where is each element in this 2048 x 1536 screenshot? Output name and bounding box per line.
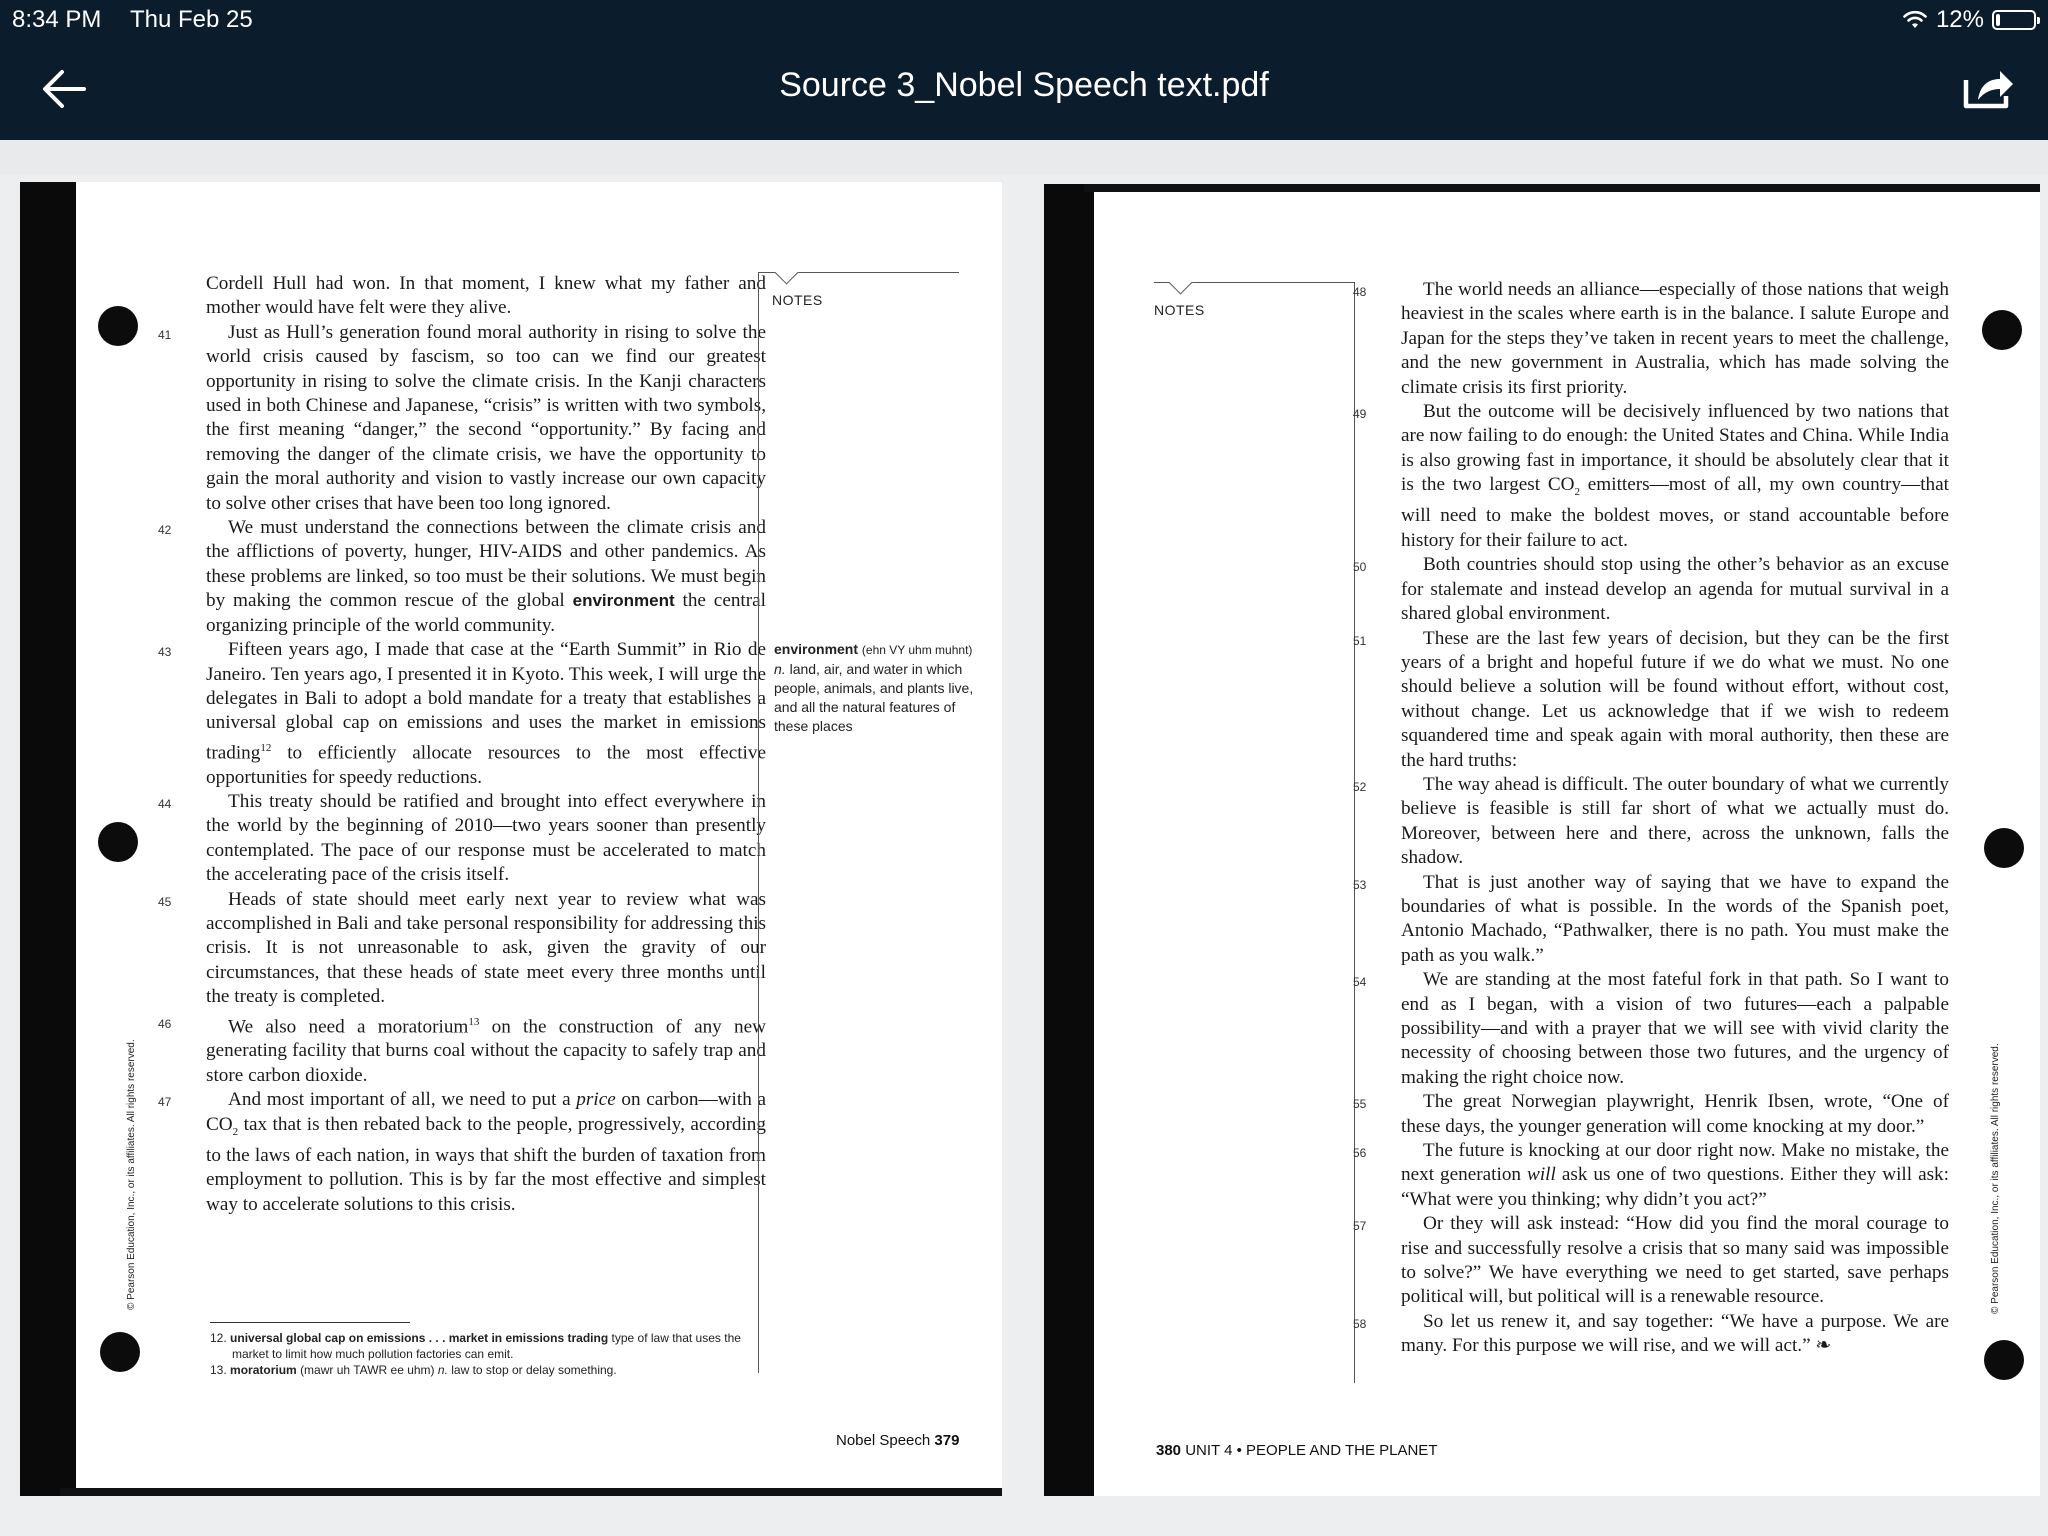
scan-edge <box>1084 184 2040 192</box>
paragraph: 46 We also need a moratorium$^{13}$ on the construction of any new generating facility that burns coal without the capacity to safely trap and store carbon dioxide. <box>206 1010 766 1089</box>
paragraph-number: 56 <box>1353 1146 1367 1161</box>
paragraph-number: 51 <box>1353 633 1367 648</box>
footnote-rule <box>210 1322 410 1323</box>
page-number: 379 <box>934 1432 960 1449</box>
paragraph: 54 We are standing at the most fateful fork in that path. So I want to end as I began, with a vision of two futures—each a palpable possibility—and with a prayer that we will see with vivid clarity the necessity of choosing between those two futures, and the urgency of making the right choice now. <box>1353 969 1949 1088</box>
footnotes <box>210 1330 770 1378</box>
paragraph: 53 That is just another way of saying that we have to expand the boundaries of what is possible. In the words of the Spanish poet, Antonio Machado, “Pathwalker, there is no path. You must make the path as you walk.” <box>1353 871 1949 966</box>
binder-hole <box>1982 310 2022 350</box>
paragraph: 50 Both countries should stop using the other’s behavior as an excuse for stalemate and instead develop an agenda for mutual survival in a shared global environment. <box>1353 554 1949 625</box>
status-date: Thu Feb 25 <box>130 6 253 33</box>
footnote: 13. moratorium (mawr uh TAWR ee uhm) n. law to stop or delay something. <box>210 1363 617 1377</box>
page-folio: Nobel Speech 379 <box>836 1432 960 1449</box>
notes-box <box>758 272 959 1373</box>
page-folio: 380 UNIT 4 • PEOPLE AND THE PLANET <box>1156 1442 1438 1459</box>
paragraph: 47 And most important of all, we need to put a price on carbon—with a $CO_2$ tax that is then rebated back to the people, progressively, according to the laws of each nation, in ways that shift the burden of taxation from employment to pollution. This is by far the most effective and simplest way to accelerate solutions to this crisis. <box>158 1089 766 1215</box>
paragraph-number: 42 <box>158 523 172 538</box>
binder-hole <box>98 822 138 862</box>
copyright-notice: © Pearson Education, Inc., or its affiliates. All rights reserved. <box>126 1039 137 1310</box>
binder-hole <box>100 1332 140 1372</box>
share-button[interactable] <box>1958 62 2018 116</box>
status-right <box>1902 6 2036 34</box>
paragraph: 52 The way ahead is difficult. The outer boundary of what we currently believe is feasible is still far short of what we actually must do. Moreover, between here and there, across the unknown, falls the shadow. <box>1353 773 1949 869</box>
vocab-term: environment <box>572 591 675 611</box>
paragraph-number: 46 <box>158 1016 172 1031</box>
footnote-ref: 13 <box>468 1015 480 1028</box>
paragraph-number: 53 <box>1353 877 1367 892</box>
left-body-text <box>158 272 766 1217</box>
glossary-entry: environment (ehn VY uhm muhnt) n. land, air, and water in which people, animals, and plants live, and all the natural features of these places <box>774 641 974 734</box>
page-number: 380 <box>1156 1442 1182 1459</box>
left-page[interactable] <box>20 182 1002 1496</box>
binder-hole <box>98 306 138 346</box>
status-time: 8:34 PM <box>12 6 102 33</box>
binder-hole <box>1984 828 2024 868</box>
paragraph: 58 So let us renew it, and say together: “We have a purpose. We are many. For this purpose we will rise, and we will act.” ❧ <box>1353 1310 1949 1357</box>
paragraph-number: 50 <box>1353 560 1367 575</box>
footnote-ref: 12 <box>260 741 272 754</box>
paragraph-number: 47 <box>158 1095 172 1110</box>
notes-label: NOTES <box>772 292 823 308</box>
paragraph: 42 We must understand the connections between the climate crisis and the afflictions of poverty, hunger, HIV-AIDS and other pandemics. As these problems are linked, so too must be their solutions. We must begin by making the common rescue of the global environment the central organizing principle of the world community. <box>158 517 766 636</box>
paragraph: 55 The great Norwegian playwright, Henrik Ibsen, wrote, “One of these days, the younger generation will come knocking at my door.” <box>1353 1091 1949 1137</box>
paragraph-number: 49 <box>1353 407 1367 422</box>
paragraph: 51 These are the last few years of decision, but they can be the first years of a bright and hopeful future if we do what we must. No one should believe a solution will be found without effort, without cost, without change. Let us acknowledge that if we wish to redeem squandered time and speak again with moral authority, then these are the hard truths: <box>1353 627 1949 771</box>
right-page[interactable] <box>1044 184 2040 1496</box>
paragraph: 57 Or they will ask instead: “How did you find the moral courage to rise and successfully resolve a crisis that so many said was impossible to solve?” We have everything we need to get started, save perhaps political will, but political will is a renewable resource. <box>1353 1213 1949 1308</box>
battery-icon <box>1992 10 2036 30</box>
paragraph-number: 54 <box>1353 975 1367 990</box>
battery-percent: 12% <box>1935 6 1984 33</box>
paragraph: 41 Just as Hull’s generation found moral authority in rising to solve the world crisis caused by fascism, so too can we find our greatest opportunity in rising to solve the climate crisis. In the Kanji characters used in both Chinese and Japanese, “crisis” is written with two symbols, the first meaning “danger,” the second “opportunity.” By facing and removing the danger of the climate crisis, we have the opportunity to gain the moral authority and vision to vastly increase our own capacity to solve other crises that have been too long ignored. <box>158 321 766 514</box>
copyright-notice: © Pearson Education, Inc., or its affiliates. All rights reserved. <box>1990 1043 2001 1314</box>
share-icon <box>1958 62 2018 116</box>
paragraph: 44 This treaty should be ratified and brought into effect everywhere in the world by the beginning of 2010—two years sooner than presently contemplated. The pace of our response must be accelerated to match the accelerating pace of the crisis itself. <box>158 790 766 886</box>
paragraph: 49 But the outcome will be decisively influenced by two nations that are now failing to do enough: the United States and China. While India is also growing fast in importance, it should be absolutely clear that it is the two largest $CO_2$ emitters—most of all, my own country—that will need to make the boldest moves, or stand accountable before history for their failure to act. <box>1353 401 1949 551</box>
paragraph-number: 41 <box>158 327 172 342</box>
paragraph-number: 52 <box>1353 779 1367 794</box>
paragraph: 43 Fifteen years ago, I made that case at the “Earth Summit” in Rio de Janeiro. Ten years ago, I presented it in Kyoto. This week, I will urge the delegates in Bali to adopt a bold mandate for a treaty that establishes a universal global cap on emissions and uses the market in emissions trading$^{12}$ to efficiently allocate resources to the most effective opportunities for speedy reductions. <box>158 639 766 788</box>
notes-label: NOTES <box>1154 302 1205 318</box>
scan-edge <box>1044 184 1094 1496</box>
paragraph: 48 The world needs an alliance—especially of those nations that weigh heaviest in the scales where earth is in the balance. I salute Europe and Japan for the steps they’ve taken in recent years to meet the challenge, and the new government in Australia, which has made solving the climate crisis its first priority. <box>1353 279 1949 398</box>
paragraph: 45 Heads of state should meet early next year to review what was accomplished in Bali and take personal responsibility for addressing this crisis. It is not unreasonable to ask, given the gravity of our circumstances, that these heads of state meet every three months until the treaty is completed. <box>158 888 766 1008</box>
paragraph-number: 57 <box>1353 1219 1367 1234</box>
paragraph: Cordell Hull had won. In that moment, I knew what my father and mother would have felt were they alive. <box>206 273 766 319</box>
paragraph: 56 The future is knocking at our door right now. Make no mistake, the next generation will ask us one of two questions. Either they will ask: “What were you thinking; why didn’t you act?” <box>1353 1140 1949 1210</box>
viewer-background <box>0 140 2048 174</box>
paragraph-number: 43 <box>158 645 172 660</box>
wifi-icon <box>1902 10 1928 30</box>
notes-box <box>1154 282 1355 1383</box>
battery-level <box>1996 14 2000 26</box>
document-title: Source 3_Nobel Speech text.pdf <box>779 66 1269 104</box>
glossary-term: environment <box>774 641 859 657</box>
footnote: 12. universal global cap on emissions . . . market in emissions trading type of law that uses the market to limit how much pollution factories can emit. <box>210 1331 741 1361</box>
scan-edge <box>60 1488 1002 1496</box>
binder-hole <box>1984 1340 2024 1380</box>
paragraph-number: 45 <box>158 894 172 909</box>
paragraph-number: 55 <box>1353 1097 1367 1112</box>
top-bar <box>0 0 2048 140</box>
scan-edge <box>20 182 76 1496</box>
paragraph-number: 48 <box>1353 285 1367 299</box>
paragraph-number: 44 <box>158 796 172 811</box>
paragraph-number: 58 <box>1353 1316 1367 1331</box>
right-body-text <box>1353 278 1949 1359</box>
